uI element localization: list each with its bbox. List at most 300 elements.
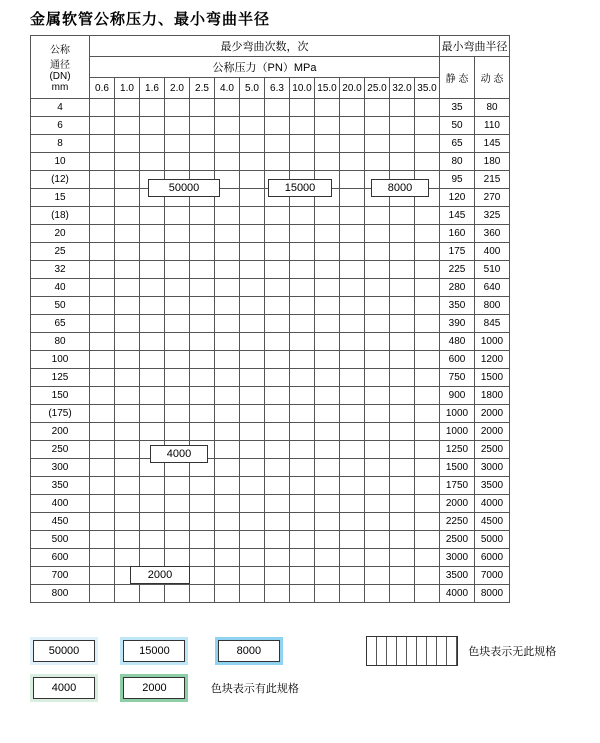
grid-cell <box>265 495 290 513</box>
grid-cell <box>140 117 165 135</box>
page-title: 金属软管公称压力、最小弯曲半径 <box>30 10 271 28</box>
grid-cell <box>115 99 140 117</box>
grid-cell <box>365 459 390 477</box>
radius-dynamic-value: 270 <box>475 189 510 207</box>
table-row <box>31 225 510 243</box>
grid-cell <box>340 171 365 189</box>
grid-cell <box>390 99 415 117</box>
grid-cell <box>165 315 190 333</box>
grid-cell <box>215 567 240 585</box>
grid-cell <box>365 225 390 243</box>
grid-cell <box>265 531 290 549</box>
grid-cell <box>390 495 415 513</box>
grid-cell <box>240 333 265 351</box>
radius-static-value: 1500 <box>440 459 475 477</box>
dn-value: (175) <box>31 405 90 423</box>
grid-cell <box>340 513 365 531</box>
grid-cell <box>140 477 165 495</box>
dn-value: 32 <box>31 261 90 279</box>
grid-cell <box>90 333 115 351</box>
grid-cell <box>315 135 340 153</box>
radius-dynamic-value: 2000 <box>475 405 510 423</box>
grid-cell <box>240 477 265 495</box>
grid-cell <box>190 207 215 225</box>
grid-cell <box>140 261 165 279</box>
grid-cell <box>90 495 115 513</box>
grid-cell <box>290 513 315 531</box>
grid-cell <box>340 495 365 513</box>
radius-dynamic-value: 400 <box>475 243 510 261</box>
grid-cell <box>115 477 140 495</box>
grid-cell <box>165 351 190 369</box>
dn-value: 500 <box>31 531 90 549</box>
radius-static-value: 750 <box>440 369 475 387</box>
grid-cell <box>365 567 390 585</box>
grid-cell <box>140 387 165 405</box>
grid-cell <box>265 117 290 135</box>
header-row-3 <box>31 78 510 99</box>
grid-cell <box>340 387 365 405</box>
grid-cell <box>240 567 265 585</box>
grid-cell <box>115 207 140 225</box>
radius-static-value: 50 <box>440 117 475 135</box>
grid-cell <box>365 441 390 459</box>
grid-cell <box>365 477 390 495</box>
grid-cell <box>140 135 165 153</box>
radius-dynamic-value: 110 <box>475 117 510 135</box>
grid-cell <box>90 279 115 297</box>
grid-cell <box>415 369 440 387</box>
grid-cell <box>415 225 440 243</box>
dn-value: 400 <box>31 495 90 513</box>
dn-value: 300 <box>31 459 90 477</box>
grid-cell <box>165 495 190 513</box>
spec-table <box>30 35 510 603</box>
grid-cell <box>240 405 265 423</box>
grid-cell <box>90 423 115 441</box>
radius-static-value: 35 <box>440 99 475 117</box>
grid-cell <box>115 513 140 531</box>
grid-cell <box>290 279 315 297</box>
grid-cell <box>265 459 290 477</box>
grid-cell <box>240 351 265 369</box>
grid-cell <box>390 567 415 585</box>
table-row <box>31 495 510 513</box>
dn-header-cell <box>31 36 90 99</box>
pressure-header-6: 5.0 <box>240 78 265 99</box>
dn-value: 800 <box>31 585 90 603</box>
pn-header: 公称压力（PN）MPa <box>90 57 440 78</box>
legend-swatch-50000 <box>30 637 98 665</box>
grid-cell <box>140 351 165 369</box>
radius-dynamic-value: 215 <box>475 171 510 189</box>
grid-cell <box>340 423 365 441</box>
grid-cell <box>165 135 190 153</box>
grid-cell <box>365 117 390 135</box>
grid-cell <box>140 585 165 603</box>
grid-cell <box>215 459 240 477</box>
grid-cell <box>390 225 415 243</box>
grid-cell <box>365 333 390 351</box>
table-row <box>31 333 510 351</box>
grid-cell <box>165 369 190 387</box>
radius-dynamic-value: 2000 <box>475 423 510 441</box>
grid-cell <box>240 171 265 189</box>
grid-cell <box>290 117 315 135</box>
legend-swatch-2000 <box>120 674 188 702</box>
grid-cell <box>340 567 365 585</box>
grid-cell <box>290 225 315 243</box>
grid-cell <box>415 531 440 549</box>
grid-cell <box>115 549 140 567</box>
grid-cell <box>190 297 215 315</box>
pressure-header-10: 20.0 <box>340 78 365 99</box>
legend-box-8000: 8000 <box>218 640 280 662</box>
radius-dynamic-value: 3500 <box>475 477 510 495</box>
grid-cell <box>140 243 165 261</box>
radius-dynamic-value: 80 <box>475 99 510 117</box>
grid-cell <box>165 153 190 171</box>
radius-static-value: 1250 <box>440 441 475 459</box>
grid-cell <box>415 405 440 423</box>
grid-cell <box>140 225 165 243</box>
radius-static-value: 390 <box>440 315 475 333</box>
table-row <box>31 441 510 459</box>
grid-cell <box>390 243 415 261</box>
grid-cell <box>90 459 115 477</box>
grid-cell <box>190 99 215 117</box>
legend-box-4000: 4000 <box>33 677 95 699</box>
grid-cell <box>365 549 390 567</box>
grid-cell <box>140 369 165 387</box>
grid-cell <box>290 441 315 459</box>
grid-cell <box>190 153 215 171</box>
grid-cell <box>365 495 390 513</box>
grid-cell <box>265 99 290 117</box>
grid-cell <box>265 297 290 315</box>
grid-cell <box>290 495 315 513</box>
grid-cell <box>240 243 265 261</box>
table-row <box>31 423 510 441</box>
table-row <box>31 315 510 333</box>
grid-cell <box>290 261 315 279</box>
grid-cell <box>315 585 340 603</box>
grid-cell <box>115 171 140 189</box>
grid-cell <box>115 459 140 477</box>
grid-cell <box>340 405 365 423</box>
grid-cell <box>190 261 215 279</box>
grid-cell <box>340 351 365 369</box>
grid-cell <box>290 333 315 351</box>
grid-cell <box>165 207 190 225</box>
grid-cell <box>415 243 440 261</box>
grid-cell <box>290 99 315 117</box>
pressure-header-13: 35.0 <box>415 78 440 99</box>
grid-cell <box>140 207 165 225</box>
grid-cell <box>265 261 290 279</box>
table-row <box>31 261 510 279</box>
header-row-2 <box>31 57 510 78</box>
dn-value: 10 <box>31 153 90 171</box>
dn-value: (12) <box>31 171 90 189</box>
grid-cell <box>415 567 440 585</box>
grid-cell <box>265 333 290 351</box>
table-row <box>31 477 510 495</box>
dn-value: 4 <box>31 99 90 117</box>
grid-cell <box>290 369 315 387</box>
grid-cell <box>165 225 190 243</box>
grid-cell <box>365 585 390 603</box>
grid-cell <box>115 585 140 603</box>
legend-swatch-4000 <box>30 674 98 702</box>
grid-cell <box>365 279 390 297</box>
grid-cell <box>340 477 365 495</box>
grid-cell <box>415 135 440 153</box>
grid-cell <box>190 477 215 495</box>
pressure-header-4: 2.5 <box>190 78 215 99</box>
dn-value: 15 <box>31 189 90 207</box>
grid-cell <box>90 531 115 549</box>
grid-cell <box>140 315 165 333</box>
grid-cell <box>90 549 115 567</box>
grid-cell <box>190 405 215 423</box>
radius-static-value: 4000 <box>440 585 475 603</box>
grid-cell <box>290 405 315 423</box>
grid-cell <box>190 423 215 441</box>
grid-cell <box>290 549 315 567</box>
grid-cell <box>365 315 390 333</box>
table-row <box>31 279 510 297</box>
grid-cell <box>215 441 240 459</box>
radius-dynamic-value: 7000 <box>475 567 510 585</box>
table-body <box>31 99 510 603</box>
grid-cell <box>215 477 240 495</box>
table-row <box>31 549 510 567</box>
grid-cell <box>390 297 415 315</box>
grid-cell <box>365 243 390 261</box>
grid-cell <box>265 369 290 387</box>
radius-static-value: 3500 <box>440 567 475 585</box>
grid-cell <box>215 225 240 243</box>
grid-cell <box>215 315 240 333</box>
table-row <box>31 135 510 153</box>
grid-cell <box>190 585 215 603</box>
dn-value: 250 <box>31 441 90 459</box>
grid-cell <box>315 243 340 261</box>
grid-cell <box>365 261 390 279</box>
grid-cell <box>390 261 415 279</box>
radius-static-value: 1000 <box>440 423 475 441</box>
grid-cell <box>190 117 215 135</box>
grid-cell <box>240 585 265 603</box>
grid-cell <box>290 135 315 153</box>
pressure-header-1: 1.0 <box>115 78 140 99</box>
grid-cell <box>340 531 365 549</box>
grid-cell <box>90 243 115 261</box>
grid-cell <box>240 531 265 549</box>
legend-box-2000: 2000 <box>123 677 185 699</box>
grid-cell <box>90 405 115 423</box>
grid-cell <box>115 117 140 135</box>
grid-cell <box>265 243 290 261</box>
pressure-header-8: 10.0 <box>290 78 315 99</box>
bend-count-header: 最少弯曲次数，次 <box>90 36 440 57</box>
grid-cell <box>390 279 415 297</box>
grid-cell <box>240 549 265 567</box>
callout-label: 8000 <box>371 179 429 197</box>
header-row-1 <box>31 36 510 57</box>
grid-cell <box>415 387 440 405</box>
radius-dynamic-value: 5000 <box>475 531 510 549</box>
grid-cell <box>315 315 340 333</box>
radius-dynamic-value: 1200 <box>475 351 510 369</box>
pressure-header-3: 2.0 <box>165 78 190 99</box>
grid-cell <box>340 315 365 333</box>
radius-static-value: 120 <box>440 189 475 207</box>
grid-cell <box>240 423 265 441</box>
grid-cell <box>390 477 415 495</box>
radius-dynamic-value: 1500 <box>475 369 510 387</box>
radius-dynamic-value: 800 <box>475 297 510 315</box>
grid-cell <box>315 549 340 567</box>
table-row <box>31 117 510 135</box>
dn-header-line-3: (DN) <box>49 71 71 82</box>
grid-cell <box>315 297 340 315</box>
radius-static-value: 280 <box>440 279 475 297</box>
grid-cell <box>140 279 165 297</box>
grid-cell <box>190 567 215 585</box>
grid-cell <box>165 405 190 423</box>
grid-cell <box>215 243 240 261</box>
grid-cell <box>90 477 115 495</box>
grid-cell <box>340 153 365 171</box>
grid-cell <box>290 351 315 369</box>
dn-header-line-4: mm <box>51 82 69 93</box>
radius-static-value: 95 <box>440 171 475 189</box>
grid-cell <box>90 369 115 387</box>
grid-cell <box>215 99 240 117</box>
grid-cell <box>315 459 340 477</box>
dn-value: 150 <box>31 387 90 405</box>
grid-cell <box>190 531 215 549</box>
grid-cell <box>215 135 240 153</box>
grid-cell <box>265 405 290 423</box>
grid-cell <box>265 135 290 153</box>
grid-cell <box>415 585 440 603</box>
grid-cell <box>165 99 190 117</box>
grid-cell <box>265 315 290 333</box>
grid-cell <box>115 153 140 171</box>
grid-cell <box>415 117 440 135</box>
grid-cell <box>315 99 340 117</box>
grid-cell <box>165 513 190 531</box>
grid-cell <box>190 495 215 513</box>
grid-cell <box>90 567 115 585</box>
grid-cell <box>390 153 415 171</box>
radius-dynamic-value: 6000 <box>475 549 510 567</box>
grid-cell <box>140 423 165 441</box>
radius-static-value: 2250 <box>440 513 475 531</box>
grid-cell <box>415 297 440 315</box>
grid-cell <box>315 207 340 225</box>
grid-cell <box>265 387 290 405</box>
table-row <box>31 531 510 549</box>
grid-cell <box>290 477 315 495</box>
grid-cell <box>315 351 340 369</box>
legend-stripe-swatch <box>366 636 458 666</box>
grid-cell <box>240 117 265 135</box>
grid-cell <box>115 333 140 351</box>
grid-cell <box>215 117 240 135</box>
grid-cell <box>165 531 190 549</box>
grid-cell <box>340 135 365 153</box>
pressure-header-0: 0.6 <box>90 78 115 99</box>
dn-value: 100 <box>31 351 90 369</box>
dn-value: 350 <box>31 477 90 495</box>
grid-cell <box>340 459 365 477</box>
grid-cell <box>190 333 215 351</box>
grid-cell <box>140 495 165 513</box>
dn-value: 700 <box>31 567 90 585</box>
radius-static-value: 900 <box>440 387 475 405</box>
grid-cell <box>315 153 340 171</box>
grid-cell <box>190 315 215 333</box>
dn-value: 125 <box>31 369 90 387</box>
radius-dynamic-value: 180 <box>475 153 510 171</box>
grid-cell <box>265 567 290 585</box>
grid-cell <box>265 423 290 441</box>
grid-cell <box>90 297 115 315</box>
grid-cell <box>165 279 190 297</box>
radius-static-value: 350 <box>440 297 475 315</box>
grid-cell <box>315 567 340 585</box>
grid-cell <box>390 117 415 135</box>
grid-cell <box>90 153 115 171</box>
grid-cell <box>365 135 390 153</box>
radius-static-value: 1750 <box>440 477 475 495</box>
grid-cell <box>415 351 440 369</box>
pressure-header-2: 1.6 <box>140 78 165 99</box>
grid-cell <box>240 225 265 243</box>
grid-cell <box>290 531 315 549</box>
grid-cell <box>365 351 390 369</box>
table-header <box>31 36 510 99</box>
grid-cell <box>215 297 240 315</box>
grid-cell <box>315 423 340 441</box>
dn-value: 600 <box>31 549 90 567</box>
pressure-header-5: 4.0 <box>215 78 240 99</box>
dn-value: 25 <box>31 243 90 261</box>
dn-value: 50 <box>31 297 90 315</box>
grid-cell <box>315 279 340 297</box>
grid-cell <box>390 531 415 549</box>
grid-cell <box>215 207 240 225</box>
grid-cell <box>115 297 140 315</box>
grid-cell <box>415 441 440 459</box>
dn-value: 8 <box>31 135 90 153</box>
grid-cell <box>215 549 240 567</box>
grid-cell <box>290 315 315 333</box>
grid-cell <box>315 477 340 495</box>
table-row <box>31 351 510 369</box>
radius-dynamic-value: 8000 <box>475 585 510 603</box>
grid-cell <box>190 513 215 531</box>
grid-cell <box>340 441 365 459</box>
grid-cell <box>215 279 240 297</box>
grid-cell <box>340 189 365 207</box>
grid-cell <box>215 387 240 405</box>
grid-cell <box>140 297 165 315</box>
